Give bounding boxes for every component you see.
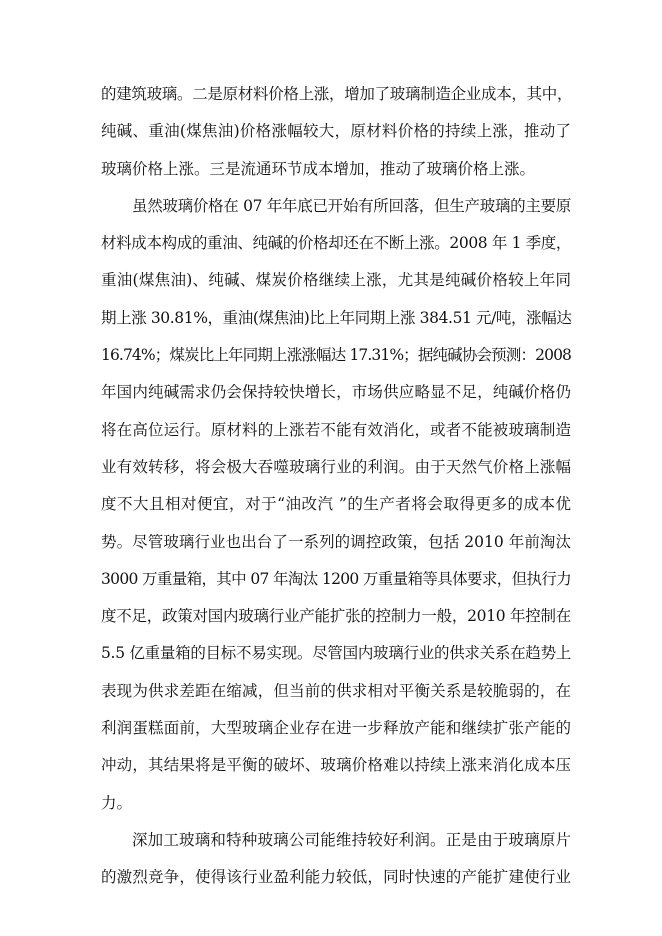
text-line: 16.74%；煤炭比上年同期上涨涨幅达 17.31%；据纯碱协会预测：2008 bbox=[101, 346, 571, 365]
text-line: 冲动，其结果将是平衡的破坏、玻璃价格难以持续上涨来消化成本压 bbox=[101, 756, 571, 775]
text-line: 表现为供求差距在缩减，但当前的供求相对平衡关系是较脆弱的，在 bbox=[101, 681, 571, 700]
text-line: 的建筑玻璃。二是原材料价格上涨，增加了玻璃制造企业成本，其中， bbox=[101, 85, 573, 103]
text-line: 力。 bbox=[101, 793, 133, 812]
text-line: 度不大且相对便宜，对于“油改汽 ”的生产者将会取得更多的成本优 bbox=[101, 495, 571, 514]
text-line: 重油(煤焦油)、纯碱、煤炭价格继续上涨，尤其是纯碱价格较上年同 bbox=[101, 271, 571, 290]
text-line: 材料成本构成的重油、纯碱的价格却还在不断上涨。2008 年 1 季度， bbox=[101, 234, 571, 253]
text-line: 5.5 亿重量箱的目标不易实现。尽管国内玻璃行业的供求关系在趋势上 bbox=[101, 644, 571, 663]
text-line: 的激烈竞争，使得该行业盈利能力较低，同时快速的产能扩建使行业 bbox=[101, 868, 571, 887]
text-line: 利润蛋糕面前，大型玻璃企业存在进一步释放产能和继续扩张产能的 bbox=[101, 719, 571, 738]
text-line: 玻璃价格上涨。三是流通环节成本增加，推动了玻璃价格上涨。 bbox=[101, 159, 536, 178]
text-line: 度不足，政策对国内玻璃行业产能扩张的控制力一般，2010 年控制在 bbox=[101, 607, 571, 626]
text-line: 期上涨 30.81%，重油(煤焦油)比上年同期上涨 384.51 元/吨，涨幅达 bbox=[101, 308, 572, 327]
text-line: 业有效转移，将会极大吞噬玻璃行业的利润。由于天然气价格上涨幅 bbox=[101, 457, 571, 476]
text-line: 年国内纯碱需求仍会保持较快增长，市场供应略显不足，纯碱价格仍 bbox=[101, 383, 571, 402]
text-line: 3000 万重量箱，其中 07 年淘汰 1200 万重量箱等具体要求，但执行力 bbox=[101, 569, 571, 588]
text-line: 将在高位运行。原材料的上涨若不能有效消化，或者不能被玻璃制造 bbox=[101, 420, 571, 439]
text-line: 纯碱、重油(煤焦油)价格涨幅较大，原材料价格的持续上涨，推动了 bbox=[101, 122, 571, 141]
text-line: 虽然玻璃价格在 07 年年底已开始有所回落，但生产玻璃的主要原 bbox=[132, 196, 571, 215]
text-line: 深加工玻璃和特种玻璃公司能维持较好利润。正是由于玻璃原片 bbox=[132, 830, 571, 849]
text-line: 势。尽管玻璃行业也出台了一系列的调控政策，包括 2010 年前淘汰 bbox=[101, 532, 571, 551]
document-body bbox=[101, 76, 571, 897]
